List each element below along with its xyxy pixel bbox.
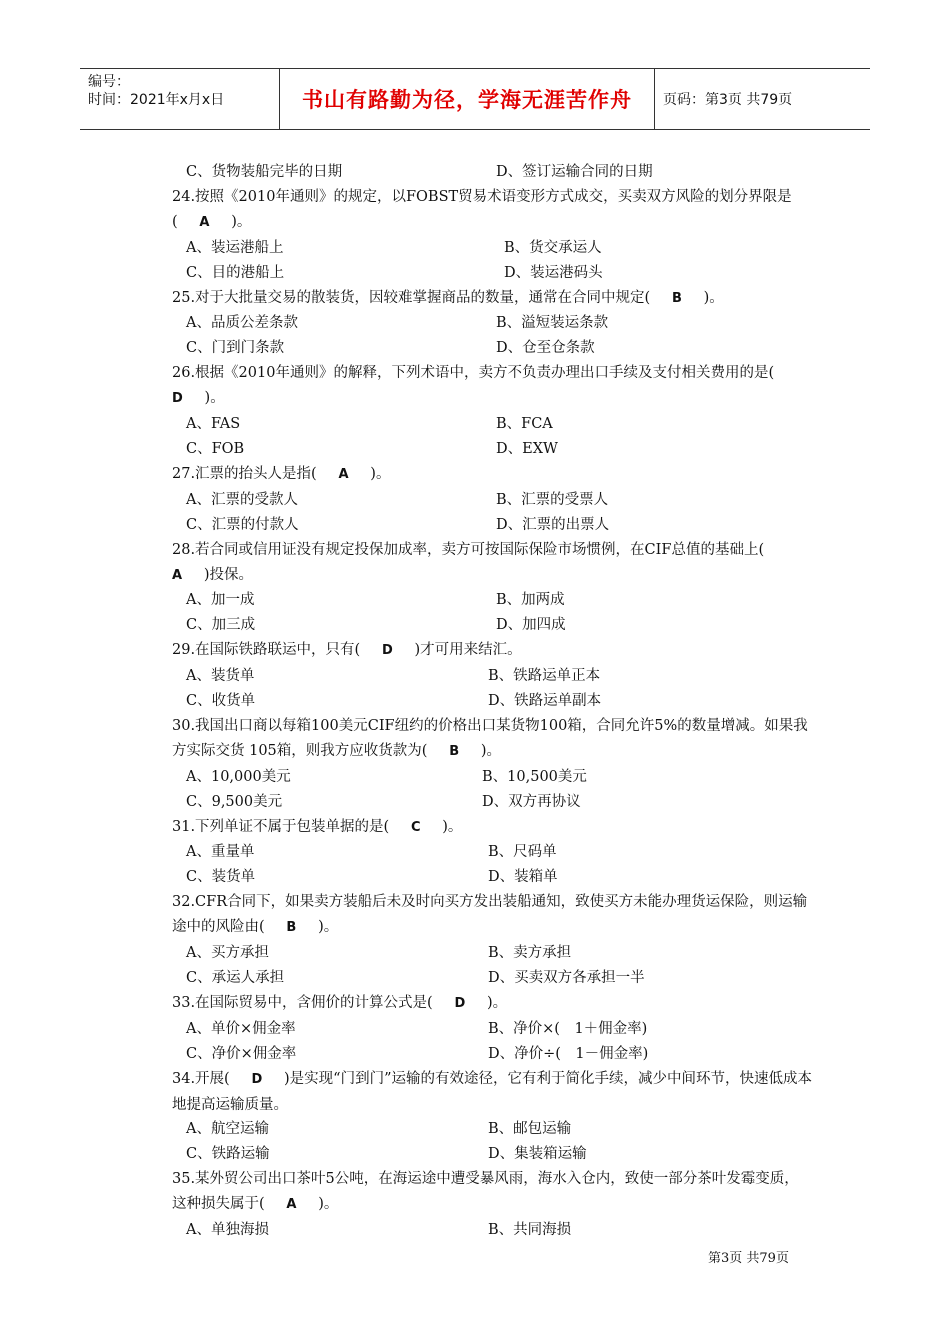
option-a: A、加一成 [186, 592, 255, 609]
option-row [172, 865, 812, 890]
option-row [172, 840, 812, 865]
answer-letter: A [286, 1197, 297, 1213]
option-a: A、单独海损 [186, 1222, 269, 1239]
option-row [172, 941, 812, 966]
question-text [172, 361, 812, 412]
question-text [172, 815, 812, 841]
option-row [172, 261, 812, 286]
question-stem: 24.按照《2010年通则》的规定，以FOBST贸易术语变形方式成交，买卖双方风险的划分界限是( [172, 188, 792, 230]
answer-letter: B [671, 290, 682, 306]
option-row [172, 1142, 812, 1167]
option-row [172, 437, 812, 462]
question-item [172, 1067, 812, 1168]
question-text [172, 638, 812, 664]
option-a: A、航空运输 [186, 1121, 269, 1138]
question-text [172, 1167, 812, 1218]
question-stem-end: )是实现“门到门”运输的有效途径，它有利于简化手续，减少中间环节，快速低成本地提高运输质量。 [172, 1070, 812, 1113]
option-b: B、尺码单 [488, 844, 557, 861]
question-stem-end: )。 [318, 1196, 339, 1213]
question-stem: 34.开展( [172, 1070, 230, 1087]
option-row [172, 1017, 812, 1042]
answer-letter: B [286, 920, 297, 936]
question-text [172, 286, 812, 312]
option-d: D、铁路运单副本 [488, 693, 602, 710]
question-stem: 30.我国出口商以每箱100美元CIF纽约的价格出口某货物100箱，合同允许5%的数量增减。如果我方实际交货 105箱，则我方应收货款为( [172, 717, 808, 759]
question-item [172, 185, 812, 286]
question-text [172, 538, 812, 589]
question-stem-end: )。 [204, 390, 225, 407]
option-d: D、净价÷( 1－佣金率) [488, 1045, 649, 1062]
option-row [172, 966, 812, 991]
option-c: C、目的港船上 [186, 264, 285, 281]
answer-letter: D [381, 643, 393, 659]
option-row [172, 765, 812, 790]
option-a: A、品质公差条款 [186, 315, 298, 332]
option-row [172, 588, 812, 613]
option-c: C、净价×佣金率 [186, 1045, 297, 1062]
answer-letter: A [199, 214, 210, 230]
option-a: A、FAS [186, 416, 241, 433]
answer-letter: B [449, 743, 460, 759]
header-time-label: 时间：2021年x月x日 [88, 92, 225, 108]
option-c: C、收货单 [186, 693, 256, 710]
option-row [172, 160, 812, 185]
question-stem: 35.某外贸公司出口茶叶5公吨，在海运途中遭受暴风雨，海水入仓内，致使一部分茶叶发霉变质，这种损失属于( [172, 1171, 799, 1213]
question-stem: 31.下列单证不属于包装单据的是( [172, 818, 390, 835]
option-row [172, 513, 812, 538]
question-stem: 27.汇票的抬头人是指( [172, 465, 317, 482]
option-c: C、铁路运输 [186, 1146, 270, 1163]
question-item [172, 286, 812, 362]
option-row [172, 790, 812, 815]
option-row [172, 1218, 812, 1243]
option-b: B、铁路运单正本 [488, 668, 601, 685]
answer-letter: D [454, 995, 466, 1011]
option-a: A、单价×佣金率 [186, 1020, 296, 1037]
question-item [172, 638, 812, 714]
question-stem-end: )。 [442, 818, 463, 835]
option-row [172, 488, 812, 513]
option-b: B、10,500美元 [482, 768, 587, 785]
option-c: C、门到门条款 [186, 340, 285, 357]
option-c: C、9,500美元 [186, 793, 283, 810]
option-a: A、汇票的受款人 [186, 491, 298, 508]
option-c: C、装货单 [186, 869, 256, 886]
option-b: B、溢短装运条款 [496, 315, 609, 332]
page-header [80, 68, 870, 130]
option-d: D、装运港码头 [504, 264, 603, 281]
option-d: D、双方再协议 [482, 793, 581, 810]
option-d: D、装箱单 [488, 869, 558, 886]
option-row [172, 1117, 812, 1142]
question-item [172, 462, 812, 538]
option-b: B、货交承运人 [504, 239, 602, 256]
question-item [172, 361, 812, 462]
option-d: D、集装箱运输 [488, 1146, 587, 1163]
answer-letter: A [338, 466, 349, 482]
question-stem: 26.根据《2010年通则》的解释，下列术语中，卖方不负责办理出口手续及支付相关费用的是( [172, 365, 775, 382]
option-b: B、净价×( 1＋佣金率) [488, 1020, 648, 1037]
option-row [172, 664, 812, 689]
option-row [172, 412, 812, 437]
option-c: C、汇票的付款人 [186, 516, 299, 533]
question-stem-end: )投保。 [203, 566, 253, 583]
header-number-label: 编号： [88, 74, 130, 90]
option-b: B、加两成 [496, 592, 565, 609]
option-a: A、装货单 [186, 668, 255, 685]
question-text [172, 890, 812, 941]
option-c: C、货物装船完毕的日期 [186, 164, 343, 180]
question-item [172, 815, 812, 891]
question-stem: 25.对于大批量交易的散装货，因较难掌握商品的数量，通常在合同中规定( [172, 289, 651, 306]
option-a: A、重量单 [186, 844, 255, 861]
option-d: D、买卖双方各承担一半 [488, 970, 645, 986]
option-c: C、加三成 [186, 617, 256, 634]
option-b: B、卖方承担 [488, 945, 572, 962]
option-d: D、加四成 [496, 617, 566, 634]
header-left-cell [80, 69, 280, 129]
option-row [172, 311, 812, 336]
option-c: C、承运人承担 [186, 970, 285, 986]
question-text [172, 185, 812, 236]
option-b: B、FCA [496, 416, 553, 433]
option-row [172, 1042, 812, 1067]
question-stem-end: )。 [480, 742, 502, 759]
question-stem-end: )。 [231, 213, 252, 230]
question-text [172, 462, 812, 488]
answer-letter: C [410, 819, 421, 835]
header-motto: 书山有路勤为径，学海无涯苦作舟 [280, 69, 655, 129]
question-text [172, 1067, 812, 1118]
question-stem: 33.在国际贸易中，含佣价的计算公式是( [172, 994, 433, 1011]
option-a: A、买方承担 [186, 945, 269, 962]
option-b: B、邮包运输 [488, 1121, 572, 1138]
option-row [172, 613, 812, 638]
option-b: B、共同海损 [488, 1222, 572, 1239]
question-stem: 28.若合同或信用证没有规定投保加成率，卖方可按国际保险市场惯例，在CIF总值的基础上( [172, 541, 765, 558]
option-a: A、10,000美元 [186, 768, 291, 785]
page-footer: 第3页 共79页 [708, 1251, 789, 1266]
answer-letter: D [172, 391, 183, 407]
option-a: A、装运港船上 [186, 239, 284, 256]
question-text [172, 991, 812, 1017]
option-c: C、FOB [186, 440, 245, 457]
header-page-label: 页码：第3页 共79页 [663, 92, 793, 108]
question-stem-end: )。 [370, 465, 391, 482]
option-row [172, 236, 812, 261]
question-item [172, 890, 812, 991]
option-d: D、汇票的出票人 [496, 516, 610, 533]
answer-letter: D [251, 1071, 263, 1087]
option-b: B、汇票的受票人 [496, 491, 609, 508]
option-row [172, 689, 812, 714]
question-stem: 32.CFR合同下，如果卖方装船后未及时向买方发出装船通知，致使买方未能办理货运保险，则运输途中的风险由( [172, 894, 808, 936]
question-stem-end: )才可用来结汇。 [414, 642, 522, 659]
option-d: D、仓至仓条款 [496, 340, 595, 357]
question-item [172, 1167, 812, 1243]
question-stem-end: )。 [703, 289, 724, 306]
question-stem-end: )。 [318, 919, 339, 936]
option-row [172, 336, 812, 361]
question-list [172, 160, 812, 1243]
question-stem-end: )。 [487, 994, 508, 1011]
question-stem: 29.在国际铁路联运中，只有( [172, 642, 361, 659]
option-d: D、EXW [496, 440, 558, 457]
question-item [172, 538, 812, 639]
option-d: D、签订运输合同的日期 [496, 164, 653, 180]
answer-letter: A [172, 567, 183, 583]
question-item [172, 714, 812, 815]
question-text [172, 714, 812, 765]
question-item [172, 991, 812, 1067]
